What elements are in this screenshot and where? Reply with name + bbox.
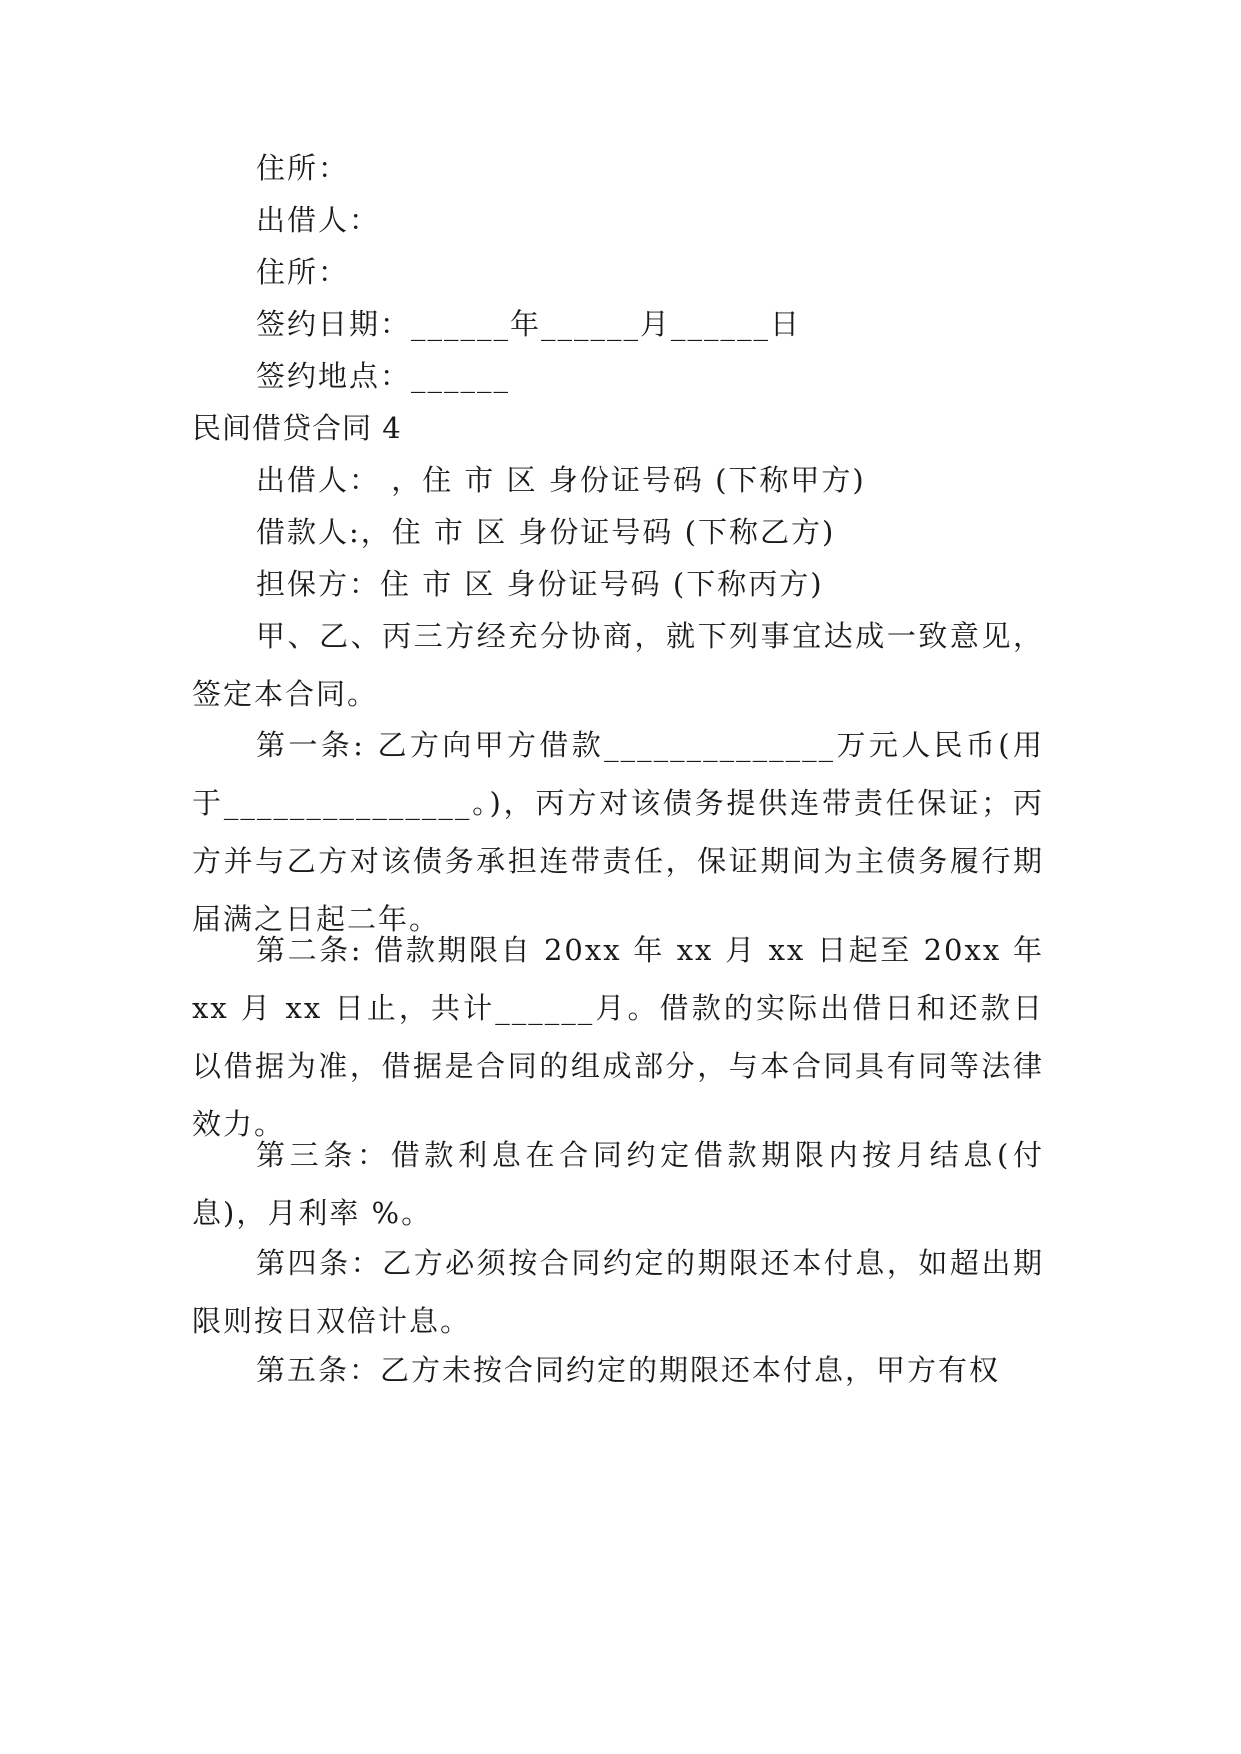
article-5: 第五条：乙方未按合同约定的期限还本付息，甲方有权 bbox=[256, 1353, 1001, 1387]
party-guarantor: 担保方：住 市 区 身份证号码 (下称丙方) bbox=[256, 567, 824, 601]
party-lender: 出借人： ，住 市 区 身份证号码 (下称甲方) bbox=[256, 463, 866, 497]
contract-title: 民间借贷合同 4 bbox=[192, 411, 402, 445]
signing-place: 签约地点：______ bbox=[256, 359, 511, 393]
article-4: 第四条：乙方必须按合同约定的期限还本付息，如超出期限则按日双倍计息。 bbox=[192, 1246, 1044, 1338]
address-label-2: 住所： bbox=[256, 255, 350, 289]
address-label-1: 住所： bbox=[256, 151, 350, 185]
article-2: 第二条: 借款期限自 20xx 年 xx 月 xx 日起至 20xx 年 xx 月 xx 日止，共计______月。借款的实际出借日和还款日以借据为准，借据是合同的组成部分，与本合同具有同等法律效力。 bbox=[192, 933, 1044, 1141]
party-borrower: 借款人:，住 市 区 身份证号码 (下称乙方) bbox=[256, 515, 836, 549]
lender-label: 出借人： bbox=[256, 203, 381, 237]
article-1: 第一条: 乙方向甲方借款______________万元人民币(用于_______________。)，丙方对该债务提供连带责任保证；丙方并与乙方对该债务承担连带责任，保证期间为主债务履行期届满之日起二年。 bbox=[192, 728, 1044, 936]
article-3: 第三条：借款利息在合同约定借款期限内按月结息(付息)，月利率 %。 bbox=[192, 1138, 1044, 1230]
intro-paragraph: 甲、乙、丙三方经充分协商，就下列事宜达成一致意见，签定本合同。 bbox=[192, 619, 1044, 711]
signing-date: 签约日期：______年______月______日 bbox=[256, 307, 802, 341]
